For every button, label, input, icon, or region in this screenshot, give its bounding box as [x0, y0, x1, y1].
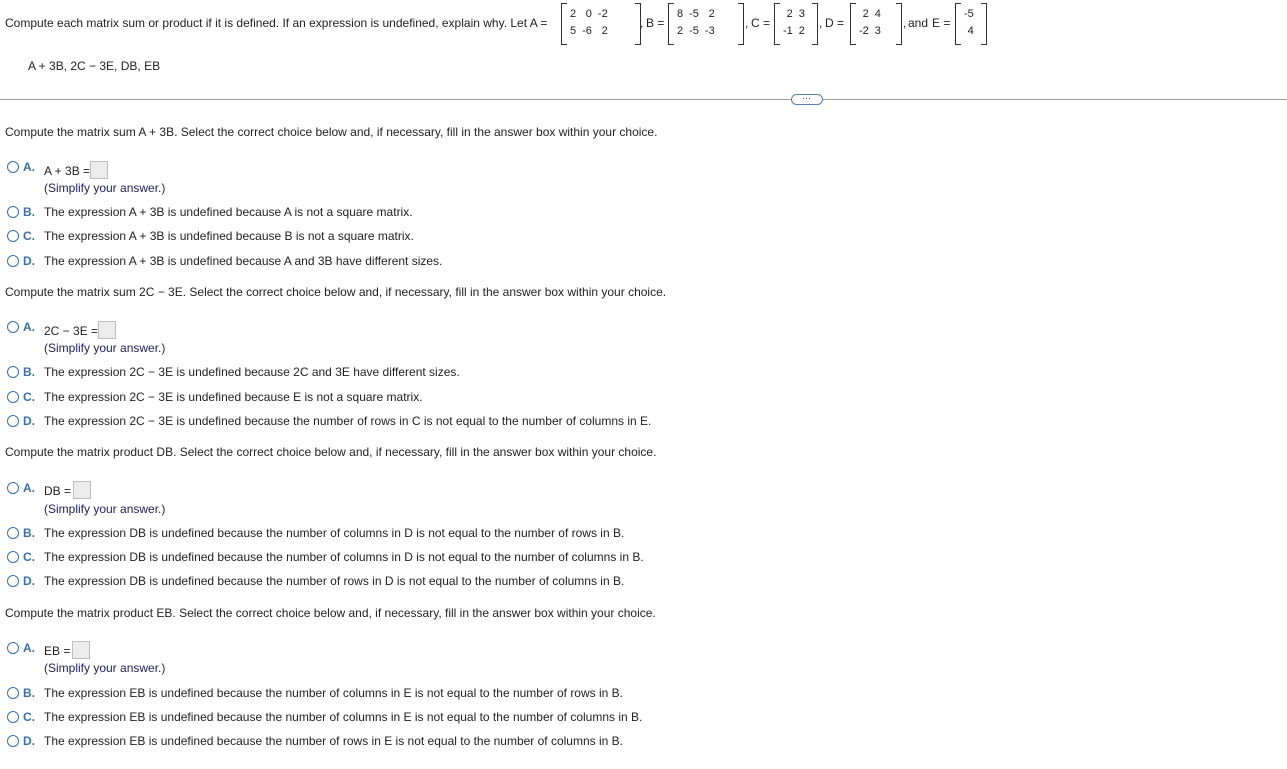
- choice-text: The expression 2C − 3E is undefined because the number of rows in C is not equal to the number of columns in E.: [44, 414, 652, 428]
- choice-letter: A.: [23, 481, 35, 495]
- problem-intro: Compute each matrix sum or product if it is defined. If an expression is undefined, explain why. Let A =: [5, 16, 548, 30]
- choice-text: The expression A + 3B is undefined because A and 3B have different sizes.: [44, 254, 443, 268]
- matrix-a-cell: 2: [601, 24, 608, 37]
- choice-text: The expression EB is undefined because the number of rows in E is not equal to the number of columns in B.: [44, 734, 623, 748]
- divider: [0, 99, 1287, 100]
- choice-text: DB =: [44, 484, 72, 498]
- question-prompt: Compute the matrix product EB. Select the correct choice below and, if necessary, fill in the answer box within your choice.: [5, 606, 656, 620]
- choice-text: A + 3B =: [44, 164, 91, 178]
- radio-button[interactable]: [7, 230, 19, 242]
- separator: ,: [819, 16, 823, 30]
- choice-letter: D.: [23, 414, 35, 428]
- radio-button[interactable]: [7, 321, 19, 333]
- choice-letter: D.: [23, 734, 35, 748]
- choice-text: The expression A + 3B is undefined because B is not a square matrix.: [44, 229, 414, 243]
- radio-button[interactable]: [7, 735, 19, 747]
- radio-button[interactable]: [7, 366, 19, 378]
- choice-text: The expression EB is undefined because the number of columns in E is not equal to the number of columns in B.: [44, 710, 643, 724]
- question-prompt: Compute the matrix product DB. Select the correct choice below and, if necessary, fill in the answer box within your choice.: [5, 445, 657, 459]
- radio-button[interactable]: [7, 391, 19, 403]
- choice-text: The expression A + 3B is undefined because A is not a square matrix.: [44, 205, 413, 219]
- radio-button[interactable]: [7, 642, 19, 654]
- matrix-d: [850, 3, 902, 43]
- label-c: C =: [751, 16, 771, 30]
- expression-list: A + 3B, 2C − 3E, DB, EB: [28, 59, 161, 73]
- matrix-e-cell: 4: [967, 24, 974, 37]
- answer-box[interactable]: [72, 641, 90, 659]
- hint-text: (Simplify your answer.): [44, 661, 166, 675]
- choice-letter: D.: [23, 574, 35, 588]
- radio-button[interactable]: [7, 551, 19, 563]
- matrix-a-cell: -2: [597, 7, 608, 20]
- answer-box[interactable]: [73, 481, 91, 499]
- radio-button[interactable]: [7, 687, 19, 699]
- choice-letter: C.: [23, 710, 35, 724]
- matrix-b-cell: -5: [689, 24, 699, 37]
- matrix-c-cell: -1: [783, 24, 793, 37]
- choice-letter: B.: [23, 365, 35, 379]
- answer-box[interactable]: [98, 321, 116, 339]
- matrix-c-cell: 3: [798, 7, 805, 20]
- matrix-c-cell: 2: [798, 24, 805, 37]
- radio-button[interactable]: [7, 206, 19, 218]
- label-d: D =: [825, 16, 845, 30]
- matrix-a-cell: 0: [585, 7, 592, 20]
- choice-letter: A.: [23, 160, 35, 174]
- matrix-b: [668, 3, 744, 43]
- separator: ,: [640, 16, 644, 30]
- choice-letter: C.: [23, 550, 35, 564]
- choice-letter: B.: [23, 205, 35, 219]
- choice-text: The expression DB is undefined because the number of rows in D is not equal to the number of columns in B.: [44, 574, 625, 588]
- question-prompt: Compute the matrix sum 2C − 3E. Select the correct choice below and, if necessary, fill in the answer box within your choice.: [5, 285, 667, 299]
- choice-letter: A.: [23, 641, 35, 655]
- choice-letter: C.: [23, 390, 35, 404]
- choice-letter: C.: [23, 229, 35, 243]
- matrix-c-cell: 2: [786, 7, 793, 20]
- radio-button[interactable]: [7, 255, 19, 267]
- choice-letter: B.: [23, 686, 35, 700]
- matrix-a-cell: 5: [570, 24, 577, 37]
- question-prompt: Compute the matrix sum A + 3B. Select the correct choice below and, if necessary, fill in the answer box within your choice.: [5, 125, 658, 139]
- matrix-b-cell: -3: [704, 24, 715, 37]
- choice-text: The expression 2C − 3E is undefined because 2C and 3E have different sizes.: [44, 365, 460, 379]
- radio-button[interactable]: [7, 161, 19, 173]
- label-b: B =: [646, 16, 665, 30]
- choice-text: 2C − 3E =: [44, 324, 99, 338]
- matrix-b-cell: -5: [689, 7, 699, 20]
- radio-button[interactable]: [7, 711, 19, 723]
- matrix-d-cell: -2: [859, 24, 869, 37]
- matrix-a: [561, 3, 644, 43]
- answer-box[interactable]: [90, 161, 108, 179]
- radio-button[interactable]: [7, 575, 19, 587]
- label-e: E =: [932, 16, 951, 30]
- matrix-d-cell: 2: [862, 7, 869, 20]
- matrix-b-cell: 2: [708, 7, 715, 20]
- choice-letter: A.: [23, 320, 35, 334]
- separator: ,: [903, 16, 907, 30]
- hint-text: (Simplify your answer.): [44, 181, 166, 195]
- radio-button[interactable]: [7, 415, 19, 427]
- choice-text: EB =: [44, 644, 71, 658]
- label-and: and: [908, 16, 929, 30]
- hint-text: (Simplify your answer.): [44, 502, 166, 516]
- matrix-d-cell: 4: [874, 7, 881, 20]
- choice-text: The expression EB is undefined because the number of columns in E is not equal to the number of rows in B.: [44, 686, 623, 700]
- matrix-c: [774, 3, 818, 43]
- choice-text: The expression 2C − 3E is undefined because E is not a square matrix.: [44, 390, 423, 404]
- choice-text: The expression DB is undefined because the number of columns in D is not equal to the number of columns in B.: [44, 550, 644, 564]
- matrix-e-cell: -5: [964, 7, 974, 20]
- choice-letter: D.: [23, 254, 35, 268]
- matrix-a-cell: -6: [582, 24, 592, 37]
- radio-button[interactable]: [7, 482, 19, 494]
- choice-text: The expression DB is undefined because the number of columns in D is not equal to the number of rows in B.: [44, 526, 625, 540]
- matrix-d-cell: 3: [874, 24, 881, 37]
- matrix-b-cell: 2: [677, 24, 684, 37]
- radio-button[interactable]: [7, 527, 19, 539]
- matrix-b-cell: 8: [677, 7, 684, 20]
- matrix-e: [955, 3, 987, 43]
- hint-text: (Simplify your answer.): [44, 341, 166, 355]
- matrix-a-cell: 2: [570, 7, 577, 20]
- separator: ,: [745, 16, 749, 30]
- more-button[interactable]: ⋯: [791, 94, 823, 105]
- choice-letter: B.: [23, 526, 35, 540]
